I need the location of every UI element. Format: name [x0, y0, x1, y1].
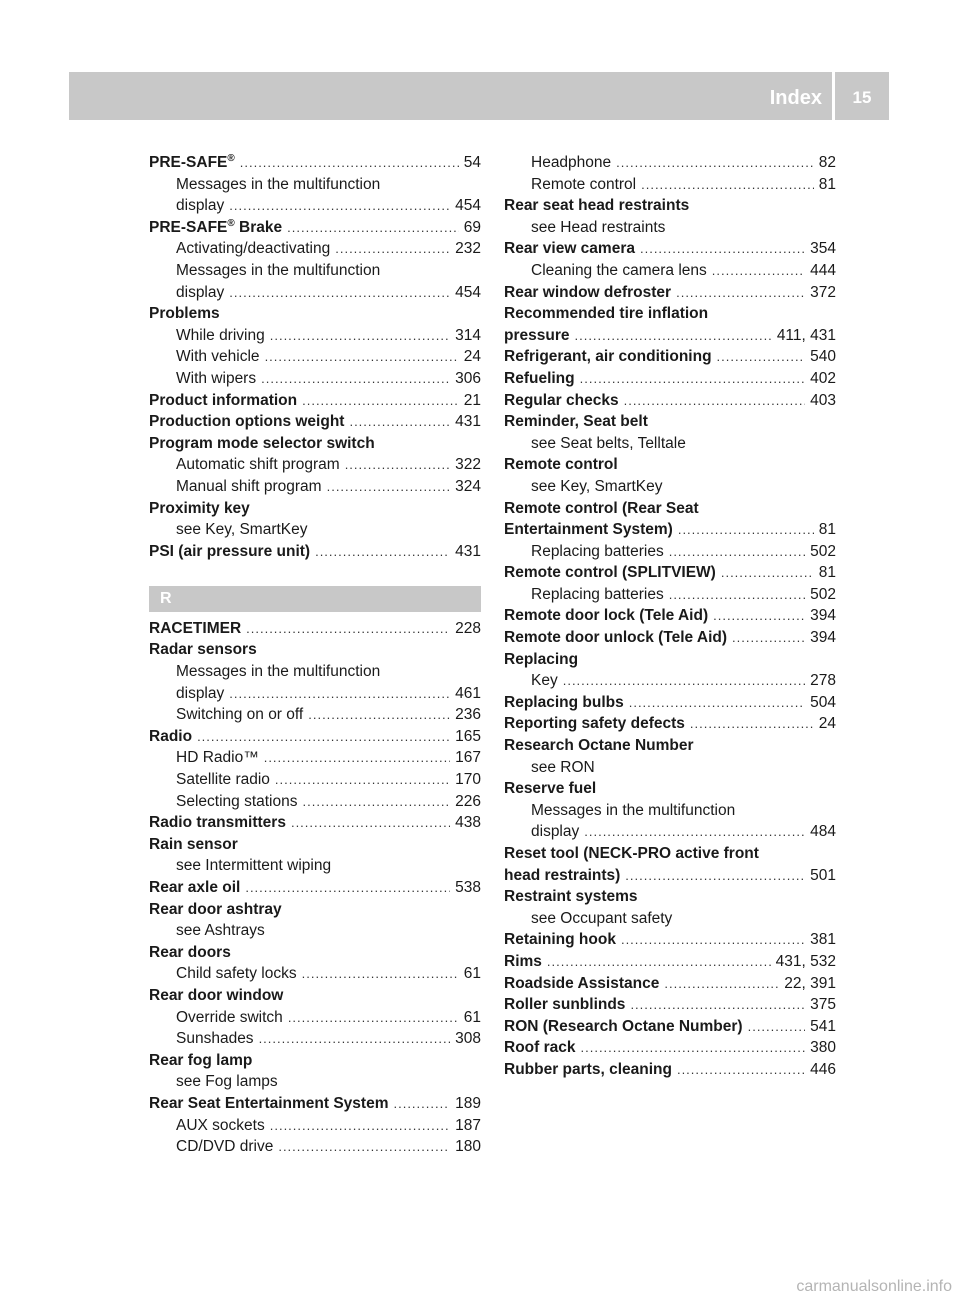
- dot-leader: [621, 929, 805, 951]
- entry-label: see Intermittent wiping: [176, 857, 332, 875]
- index-entry: [504, 238, 836, 260]
- entry-label: Rear view camera: [504, 240, 635, 258]
- entry-label: Program mode selector switch: [149, 434, 375, 452]
- dot-leader: [349, 411, 450, 433]
- header-title: Index: [769, 87, 822, 109]
- dot-leader: [302, 390, 459, 412]
- entry-label: Rain sensor: [149, 835, 238, 853]
- entry-label: Switching on or off: [176, 706, 304, 724]
- index-entry: [504, 692, 836, 714]
- entry-label: Radar sensors: [149, 641, 257, 659]
- index-entry: [504, 994, 836, 1016]
- index-entry: [504, 541, 836, 563]
- entry-page: 394: [810, 607, 836, 625]
- dot-leader: [261, 368, 450, 390]
- index-entry: [149, 152, 481, 174]
- entry-page: 403: [810, 391, 836, 409]
- entry-page: 54: [463, 154, 481, 171]
- entry-page: 372: [810, 283, 836, 301]
- dot-leader: [288, 1007, 459, 1029]
- dot-leader: [287, 217, 459, 239]
- dot-leader: [721, 562, 814, 584]
- entry-label: display: [531, 823, 580, 841]
- entry-label: HD Radio™: [176, 749, 259, 767]
- entry-label: Rear window defroster: [504, 283, 672, 301]
- entry-label: Messages in the multifunction: [176, 261, 381, 279]
- index-entry: [149, 834, 481, 856]
- dot-leader: [345, 454, 450, 476]
- entry-label: pressure: [504, 326, 570, 344]
- entry-label: see Occupant safety: [531, 909, 673, 927]
- dot-leader: [676, 282, 805, 304]
- entry-label: PRE-SAFE®: [149, 152, 235, 171]
- entry-label: Replacing batteries: [531, 585, 664, 603]
- entry-label: Radio transmitters: [149, 814, 286, 832]
- dot-leader: [197, 726, 450, 748]
- dot-leader: [574, 325, 771, 347]
- entry-page: 22, 391: [784, 974, 836, 992]
- entry-page: 226: [455, 792, 481, 810]
- entry-label: Sunshades: [176, 1030, 254, 1048]
- entry-label: Refrigerant, air conditioning: [504, 348, 712, 366]
- entry-label: Reset tool (NECK-PRO active front: [504, 845, 759, 862]
- entry-label: Rear Seat Entertainment System: [149, 1094, 389, 1112]
- entry-label: Override switch: [176, 1008, 283, 1026]
- dot-leader: [678, 519, 814, 541]
- index-entry: [149, 282, 481, 304]
- entry-page: 61: [463, 1008, 481, 1026]
- entry-label: Remote control: [531, 175, 637, 193]
- index-entry: [149, 1093, 481, 1115]
- entry-label: Rear seat head restraints: [504, 197, 690, 215]
- dot-leader: [229, 195, 450, 217]
- entry-label: CD/DVD drive: [176, 1138, 274, 1156]
- index-entry: [504, 390, 836, 412]
- entry-label: Rear fog lamp: [149, 1051, 253, 1069]
- entry-label: Regular checks: [504, 391, 619, 409]
- entry-page: 446: [810, 1060, 836, 1078]
- index-entry: [149, 899, 481, 921]
- entry-page: 61: [463, 965, 481, 983]
- entry-page: 165: [455, 727, 481, 745]
- index-entry: [149, 1071, 481, 1093]
- index-entry: [149, 1136, 481, 1158]
- entry-page: 236: [455, 706, 481, 724]
- index-entry: [149, 346, 481, 368]
- dot-leader: [584, 821, 805, 843]
- index-entry: [149, 433, 481, 455]
- entry-page: 484: [810, 823, 836, 841]
- entry-page: 431: [455, 542, 481, 560]
- entry-label: Problems: [149, 305, 220, 323]
- index-entry: [504, 1037, 836, 1059]
- dot-leader: [625, 865, 805, 887]
- index-entry: [504, 670, 836, 692]
- dot-leader: [393, 1093, 450, 1115]
- entry-page: 324: [455, 477, 481, 495]
- index-entry: [504, 713, 836, 735]
- entry-label: Roof rack: [504, 1039, 576, 1057]
- index-entry: [504, 584, 836, 606]
- entry-page: 187: [455, 1116, 481, 1134]
- entry-label: RACETIMER: [149, 619, 242, 637]
- index-entry: [149, 726, 481, 748]
- entry-label: Replacing: [504, 650, 579, 668]
- entry-label: Key: [531, 672, 558, 690]
- entry-page: 381: [810, 931, 836, 949]
- entry-page: 411, 431: [776, 326, 836, 344]
- entry-label: display: [176, 197, 225, 215]
- dot-leader: [669, 584, 805, 606]
- index-entry: [149, 963, 481, 985]
- index-entry: [504, 843, 836, 865]
- section-letter: R: [149, 586, 481, 612]
- entry-label: Remote door lock (Tele Aid): [504, 607, 709, 625]
- entry-page: 232: [455, 240, 481, 258]
- entry-page: 81: [818, 175, 836, 193]
- index-entry: [504, 865, 836, 887]
- entry-label: Remote door unlock (Tele Aid): [504, 629, 728, 647]
- index-entry: [504, 346, 836, 368]
- dot-leader: [245, 877, 450, 899]
- entry-page: 189: [455, 1094, 481, 1112]
- index-entry: [504, 303, 836, 325]
- entry-label: Messages in the multifunction: [176, 175, 381, 193]
- index-entry: [149, 661, 481, 683]
- dot-leader: [547, 951, 771, 973]
- entry-page: 394: [810, 629, 836, 647]
- entry-page: 167: [455, 749, 481, 767]
- index-entry: [149, 541, 481, 563]
- dot-leader: [270, 325, 450, 347]
- index-entry: [149, 368, 481, 390]
- dot-leader: [677, 1059, 805, 1081]
- entry-label: Rear doors: [149, 943, 231, 961]
- index-entry: [504, 260, 836, 282]
- index-entry: [149, 217, 481, 239]
- dot-leader: [302, 963, 459, 985]
- dot-leader: [303, 791, 451, 813]
- page-header: [69, 72, 889, 120]
- entry-label: Reminder, Seat belt: [504, 413, 648, 431]
- index-entry: [149, 390, 481, 412]
- entry-label: Roadside Assistance: [504, 974, 660, 992]
- entry-label: Replacing batteries: [531, 542, 664, 560]
- index-entry: [149, 791, 481, 813]
- index-entry: [149, 238, 481, 260]
- entry-page: 402: [810, 369, 836, 387]
- entry-label: Child safety locks: [176, 965, 297, 983]
- entry-page: 501: [810, 866, 836, 884]
- entry-label: Rubber parts, cleaning: [504, 1060, 672, 1078]
- entry-label: Remote control (SPLITVIEW): [504, 564, 716, 582]
- entry-page: 170: [455, 771, 481, 789]
- entry-label: see Fog lamps: [176, 1073, 278, 1091]
- entry-page: 308: [455, 1030, 481, 1048]
- index-entry: [149, 985, 481, 1007]
- index-entry: [149, 683, 481, 705]
- entry-page: 504: [810, 693, 836, 711]
- entry-label: With wipers: [176, 369, 257, 387]
- entry-page: 438: [455, 814, 481, 832]
- entry-label: Satellite radio: [176, 771, 270, 789]
- index-entry: [504, 605, 836, 627]
- index-entry: [504, 519, 836, 541]
- dot-leader: [246, 618, 450, 640]
- entry-label: Replacing bulbs: [504, 693, 624, 711]
- index-entry: [504, 757, 836, 779]
- entry-label: Reserve fuel: [504, 780, 597, 798]
- dot-leader: [712, 260, 805, 282]
- dot-leader: [264, 747, 450, 769]
- entry-page: 314: [455, 326, 481, 344]
- index-entry: [149, 704, 481, 726]
- entry-label: Radio: [149, 727, 193, 745]
- index-column-right: [504, 152, 836, 1081]
- entry-label: display: [176, 283, 225, 301]
- index-entry: [504, 886, 836, 908]
- entry-label: see Key, SmartKey: [531, 477, 663, 495]
- entry-label: PRE-SAFE® Brake: [149, 217, 283, 236]
- entry-page: 306: [455, 369, 481, 387]
- dot-leader: [278, 1136, 450, 1158]
- entry-label: RON (Research Octane Number): [504, 1017, 743, 1035]
- entry-page: 454: [455, 197, 481, 215]
- dot-leader: [291, 812, 450, 834]
- entry-label: see RON: [531, 758, 595, 776]
- entry-label: Product information: [149, 391, 298, 409]
- index-entry: [504, 821, 836, 843]
- entry-label: Production options weight: [149, 413, 345, 431]
- entry-page: 541: [810, 1017, 836, 1035]
- entry-page: 538: [455, 879, 481, 896]
- dot-leader: [748, 1016, 806, 1038]
- dot-leader: [717, 346, 806, 368]
- entry-label: see Head restraints: [531, 218, 666, 236]
- entry-page: 502: [810, 542, 836, 560]
- entry-label: Messages in the multifunction: [531, 801, 736, 819]
- index-entry: [504, 433, 836, 455]
- index-entry: [504, 1059, 836, 1081]
- entry-page: 444: [810, 261, 836, 279]
- index-entry: [149, 1028, 481, 1050]
- entry-label: Restraint systems: [504, 888, 638, 906]
- index-entry: [149, 920, 481, 942]
- index-entry: [149, 498, 481, 520]
- entry-label: Entertainment System): [504, 521, 673, 539]
- entry-page: 354: [810, 240, 836, 258]
- dot-leader: [308, 704, 450, 726]
- index-entry: [504, 929, 836, 951]
- entry-label: Research Octane Number: [504, 737, 694, 755]
- dot-leader: [327, 476, 451, 498]
- entry-label: Activating/deactivating: [176, 240, 331, 258]
- entry-page: 69: [463, 218, 481, 236]
- index-entry: [504, 498, 836, 520]
- index-entry: [149, 1007, 481, 1029]
- entry-label: Roller sunblinds: [504, 996, 626, 1014]
- index-entry: [504, 800, 836, 822]
- entry-label: Refueling: [504, 369, 575, 387]
- entry-page: 81: [818, 521, 836, 539]
- entry-label: Rear door window: [149, 986, 284, 1004]
- index-entry: [504, 778, 836, 800]
- dot-leader: [580, 368, 806, 390]
- entry-page: 502: [810, 585, 836, 603]
- entry-label: Rear door ashtray: [149, 900, 282, 918]
- index-entry: [149, 174, 481, 196]
- index-entry: [504, 627, 836, 649]
- entry-page: 375: [810, 996, 836, 1014]
- index-entry: [504, 174, 836, 196]
- index-entry: [149, 1115, 481, 1137]
- index-entry: [504, 282, 836, 304]
- entry-label: Cleaning the camera lens: [531, 261, 707, 279]
- index-entry: [504, 476, 836, 498]
- index-entry: [504, 973, 836, 995]
- entry-label: Reporting safety defects: [504, 715, 685, 733]
- index-entry: [149, 639, 481, 661]
- entry-page: 431, 532: [775, 952, 836, 970]
- dot-leader: [275, 769, 450, 791]
- entry-label: Remote control (Rear Seat: [504, 499, 699, 517]
- index-entry: [149, 476, 481, 498]
- index-entry: [149, 411, 481, 433]
- index-entry: [149, 942, 481, 964]
- entry-label: Manual shift program: [176, 477, 322, 495]
- dot-leader: [229, 282, 450, 304]
- dot-leader: [732, 627, 805, 649]
- dot-leader: [624, 390, 806, 412]
- dot-leader: [581, 1037, 806, 1059]
- watermark: carmanualsonline.info: [796, 1278, 952, 1295]
- index-entry: [149, 812, 481, 834]
- entry-page: 454: [455, 283, 481, 301]
- index-entry: [504, 152, 836, 174]
- index-entry: [149, 195, 481, 217]
- page-number: 15: [852, 88, 872, 107]
- index-entry: [504, 951, 836, 973]
- entry-label: PSI (air pressure unit): [149, 542, 311, 560]
- index-entry: [149, 303, 481, 325]
- dot-leader: [669, 541, 805, 563]
- dot-leader: [240, 152, 459, 174]
- entry-page: 540: [810, 348, 836, 366]
- dot-leader: [315, 541, 450, 563]
- entry-page: 24: [463, 348, 481, 366]
- entry-label: Proximity key: [149, 499, 250, 517]
- dot-leader: [335, 238, 450, 260]
- index-entry: [149, 877, 481, 899]
- entry-page: 24: [818, 715, 836, 733]
- index-entry: [149, 260, 481, 282]
- index-column-left: [149, 152, 481, 1158]
- entry-page: 82: [818, 154, 836, 171]
- dot-leader: [664, 973, 779, 995]
- dot-leader: [563, 670, 805, 692]
- entry-page: 81: [818, 564, 836, 582]
- entry-page: 278: [810, 672, 836, 690]
- index-entry: [149, 618, 481, 640]
- entry-label: Automatic shift program: [176, 456, 340, 474]
- index-entry: [504, 908, 836, 930]
- dot-leader: [629, 692, 805, 714]
- dot-leader: [713, 605, 805, 627]
- entry-label: With vehicle: [176, 348, 260, 366]
- entry-label: Remote control: [504, 456, 618, 474]
- index-entry: [504, 411, 836, 433]
- index-entry: [504, 562, 836, 584]
- dot-leader: [616, 152, 814, 174]
- index-entry: [504, 735, 836, 757]
- entry-page: 180: [455, 1138, 481, 1156]
- dot-leader: [640, 238, 805, 260]
- index-entry: [149, 855, 481, 877]
- dot-leader: [229, 683, 450, 705]
- index-entry: [504, 195, 836, 217]
- dot-leader: [265, 346, 459, 368]
- entry-label: Selecting stations: [176, 792, 298, 810]
- entry-label: Retaining hook: [504, 931, 616, 949]
- index-entry: [504, 1016, 836, 1038]
- entry-page: 461: [455, 684, 481, 702]
- entry-label: see Key, SmartKey: [176, 521, 308, 539]
- entry-label: see Ashtrays: [176, 922, 265, 940]
- entry-label: While driving: [176, 326, 265, 344]
- entry-page: 380: [810, 1039, 836, 1057]
- index-entry: [504, 454, 836, 476]
- entry-label: Headphone: [531, 154, 612, 171]
- dot-leader: [259, 1028, 451, 1050]
- entry-label: head restraints): [504, 866, 621, 884]
- index-entry: [149, 454, 481, 476]
- entry-label: Messages in the multifunction: [176, 663, 381, 681]
- index-entry: [149, 769, 481, 791]
- entry-label: AUX sockets: [176, 1116, 265, 1134]
- index-entry: [149, 519, 481, 541]
- index-entry: [504, 368, 836, 390]
- entry-page: 21: [463, 391, 481, 409]
- entry-page: 228: [455, 619, 481, 637]
- entry-label: Rear axle oil: [149, 879, 241, 896]
- dot-leader: [641, 174, 814, 196]
- index-entry: [504, 325, 836, 347]
- entry-label: Rims: [504, 952, 542, 970]
- entry-label: see Seat belts, Telltale: [531, 434, 686, 452]
- entry-page: 322: [455, 456, 481, 474]
- entry-page: 431: [455, 413, 481, 431]
- entry-label: display: [176, 684, 225, 702]
- section-gap: [149, 562, 481, 584]
- dot-leader: [690, 713, 814, 735]
- entry-label: Recommended tire inflation: [504, 305, 709, 323]
- index-entry: [149, 747, 481, 769]
- index-entry: [504, 649, 836, 671]
- dot-leader: [630, 994, 805, 1016]
- index-entry: [149, 325, 481, 347]
- dot-leader: [270, 1115, 450, 1137]
- index-entry: [149, 1050, 481, 1072]
- index-entry: [504, 217, 836, 239]
